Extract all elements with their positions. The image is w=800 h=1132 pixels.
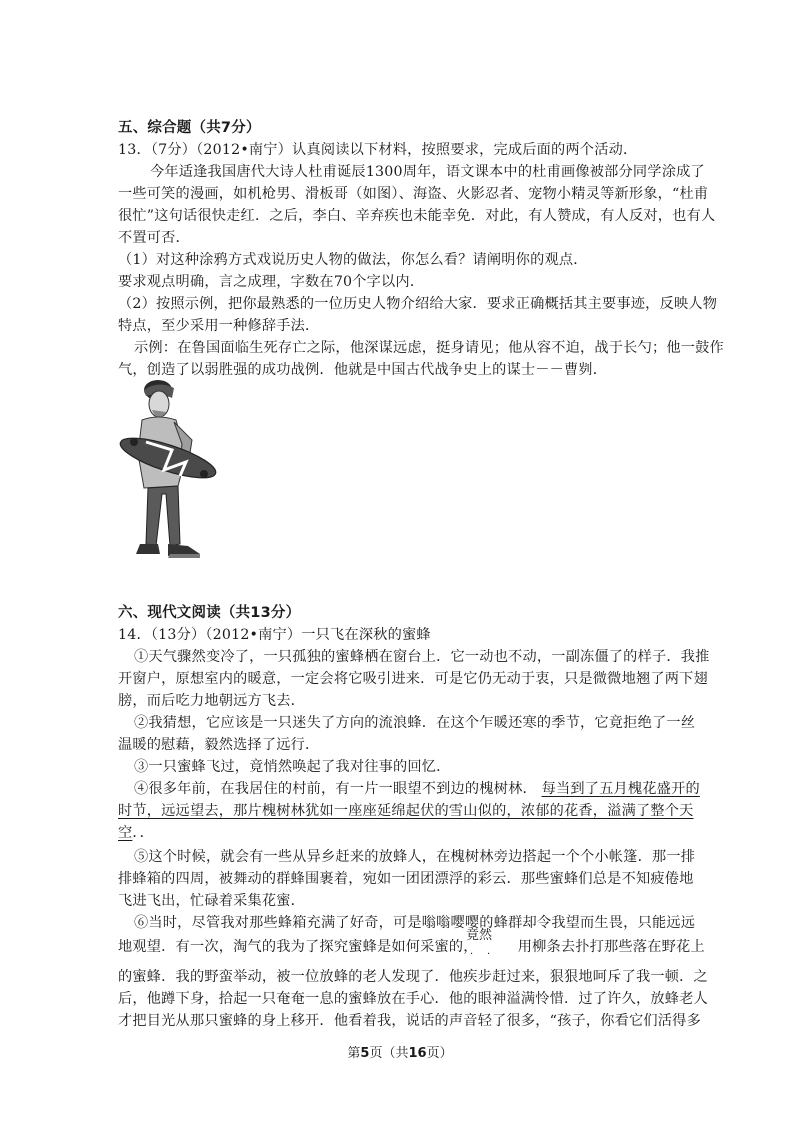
q13-intro: 13．（7分）（2012•南宁）认真阅读以下材料，按照要求，完成后面的两个活动． bbox=[118, 142, 638, 158]
p4-underlined-end: 空 bbox=[118, 825, 133, 841]
material-line-3: 很忙”这句话很快走红．之后，李白、辛弃疾也未能幸免．对此，有人赞成，有人反对，也有人 bbox=[118, 208, 716, 224]
p5-line-2: 排蜂箱的四周，被舞动的群蜂围裹着，宛如一团团漂浮的彩云．那些蜜蜂们总是不知疲倦地 bbox=[118, 871, 694, 887]
task2-prompt-b: 特点，至少采用一种修辞手法． bbox=[118, 318, 320, 334]
task2-prompt-a: （2）按照示例，把你最熟悉的一位历史人物介绍给大家．要求正确概括其主要事迹，反映人物 bbox=[118, 296, 718, 312]
page-footer bbox=[0, 1042, 800, 1061]
p6-line-2-tail: 用柳条去扑打那些落在野花上 bbox=[517, 939, 705, 955]
footer-middle: 页（共 bbox=[369, 1046, 409, 1061]
material-line-2: 一些可笑的漫画，如机枪男、滑板哥（如图）、海盗、火影忍者、宠物小精灵等新形象，“杜甫 bbox=[118, 186, 709, 202]
example-line-a: 示例：在鲁国面临生死存亡之际，他深谋远虑，挺身请见；他从容不迫，战于长勺；他一鼓作 bbox=[134, 340, 724, 356]
p5-line-1: ⑤这个时候，就会有一些从异乡赶来的放蜂人，在槐树林旁边搭起一个个小帐篷．那一排 bbox=[134, 849, 696, 865]
emphasis-dots: ．． bbox=[470, 946, 509, 957]
p1-line-1: ①天气骤然变冷了，一只孤独的蜜蜂栖在窗台上．它一动也不动，一副冻僵了的样子．我推 bbox=[134, 649, 710, 665]
p5-line-3: 飞进飞出，忙碌着采集花蜜． bbox=[118, 893, 306, 909]
footer-prefix: 第 bbox=[347, 1046, 361, 1061]
p6-line-2 bbox=[118, 937, 705, 957]
p1-line-2: 开窗户，原想室内的暖意，一定会将它吸引进来．可是它仍无动于衷，只是微微地翘了两下翅 bbox=[118, 671, 708, 687]
q14-intro: 14．（13分）（2012•南宁）一只飞在深秋的蜜蜂 bbox=[118, 627, 431, 643]
task1-requirement: 要求观点明确，言之成理，字数在70个字以内． bbox=[118, 274, 425, 290]
p4-underlined-line-2: 时节，远远望去，那片槐树林犹如一座座延绵起伏的雪山似的，浓郁的花香，溢满了整个天 bbox=[118, 803, 694, 819]
emphasis-annotation: 竟然 bbox=[466, 928, 493, 943]
p6-line-3: 的蜜蜂．我的野蛮举动，被一位放蜂的老人发现了．他疾步赶过来，狠狠地呵斥了我一顿．之 bbox=[118, 969, 708, 985]
p4-line-3 bbox=[118, 823, 154, 843]
p1-line-3: 膀，而后吃力地朝远方飞去． bbox=[118, 693, 306, 709]
p6-line-5: 才把目光从那只蜜蜂的身上移开．他看着我，说话的声音轻了很多，“孩子，你看它们活得多 bbox=[118, 1013, 701, 1029]
task1-prompt: （1）对这种涂鸦方式戏说历史人物的做法，你怎么看？请阐明你的观点． bbox=[118, 252, 588, 268]
section5-heading: 五、综合题（共7分） bbox=[118, 120, 261, 136]
p2-line-2: 温暖的慰藉，毅然选择了远行． bbox=[118, 737, 320, 753]
p4-tail: ．． bbox=[132, 825, 155, 841]
p2-line-1: ②我猜想，它应该是一只迷失了方向的流浪蜂．在这个乍暖还寒的季节，它竟拒绝了一丝 bbox=[134, 715, 696, 731]
p4-line-1 bbox=[134, 779, 700, 799]
p4-plain-text: ④很多年前，在我居住的村前，有一片一眼望不到边的槐树林． bbox=[134, 781, 537, 797]
p6-line-4: 后，他蹲下身，拾起一只奄奄一息的蜜蜂放在手心．他的眼神溢满怜惜．过了许久，放蜂老人 bbox=[118, 991, 708, 1007]
p4-underlined-start: 每当到了五月槐花盛开的 bbox=[541, 781, 700, 797]
section6-heading: 六、现代文阅读（共13分） bbox=[118, 605, 301, 621]
example-line-b: 气，创造了以弱胜强的成功战例．他就是中国古代战争史上的谋士－－曹刿． bbox=[118, 362, 608, 378]
footer-total-pages: 16 bbox=[408, 1046, 427, 1061]
material-line-1: 今年适逢我国唐代大诗人杜甫诞辰1300周年，语文课本中的杜甫画像被部分同学涂成了 bbox=[150, 164, 705, 180]
material-line-4: 不置可否． bbox=[118, 230, 190, 246]
footer-suffix: 页） bbox=[426, 1046, 453, 1061]
footer-page-number: 5 bbox=[360, 1046, 370, 1061]
p6-line-2-head: 地观望．有一次，淘气的我为了探究蜜蜂是如何采蜜的， bbox=[118, 939, 478, 955]
skateboard-dufu-illustration bbox=[116, 376, 226, 572]
p6-line-1: ⑥当时，尽管我对那些蜂箱充满了好奇，可是嗡嗡嘤嘤的蜂群却令我望而生畏，只能远远 bbox=[134, 915, 696, 931]
p3-line: ③一只蜜蜂飞过，竟悄然唤起了我对往事的回忆． bbox=[134, 759, 451, 775]
